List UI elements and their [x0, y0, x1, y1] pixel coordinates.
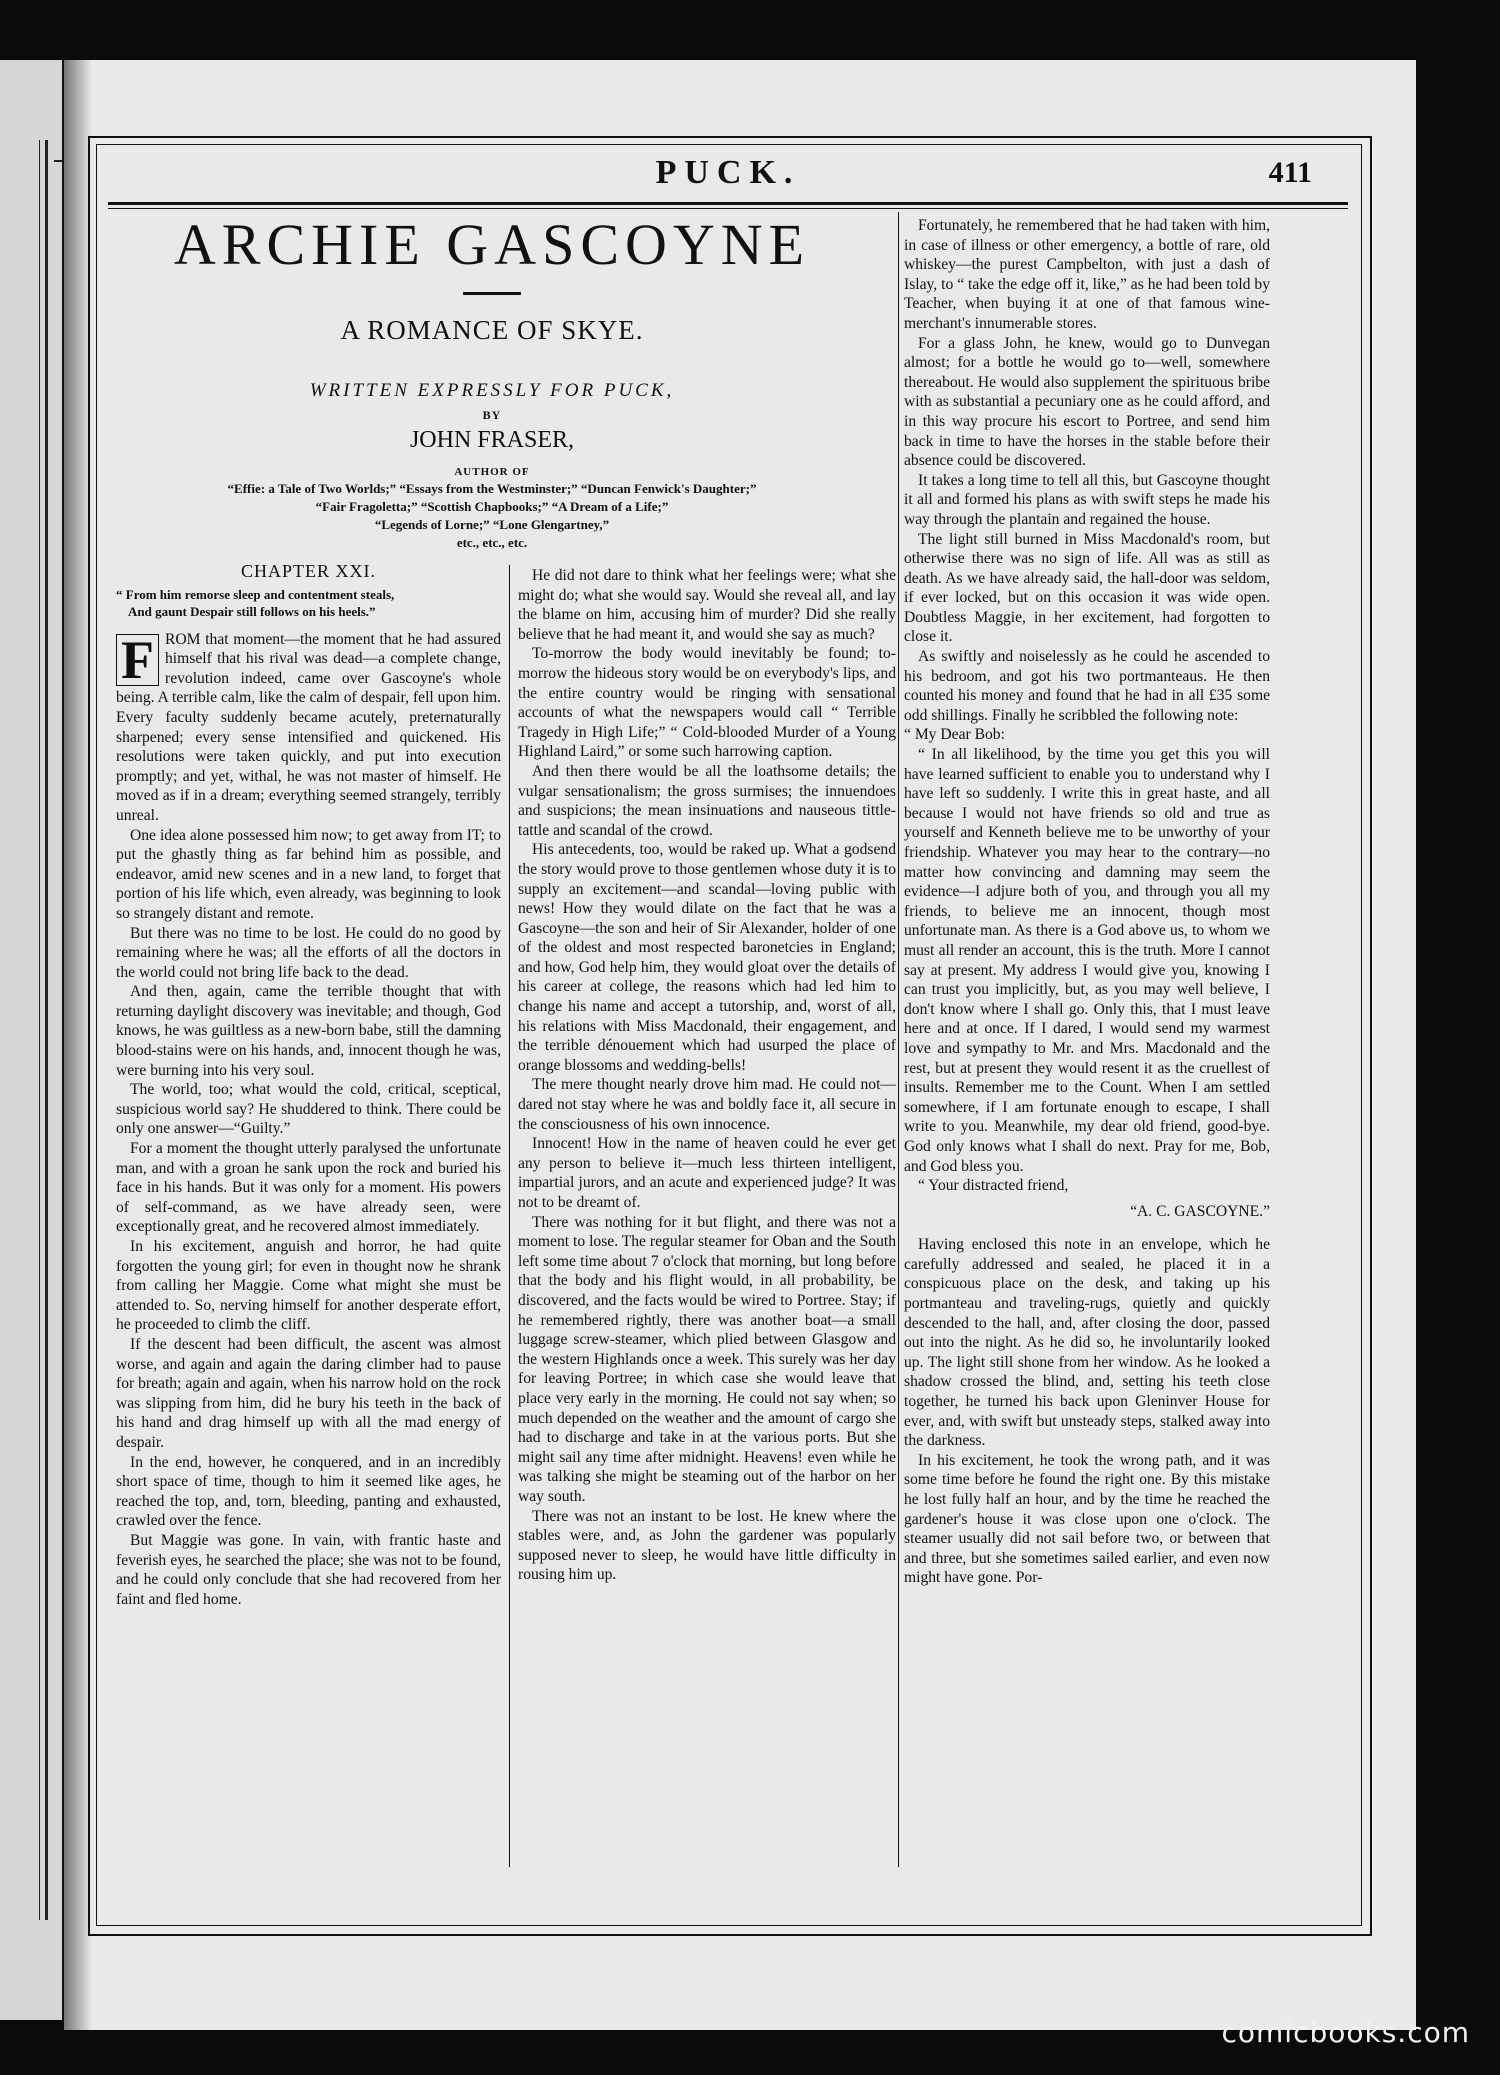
- letter-signature: “A. C. GASCOYNE.”: [1130, 1202, 1270, 1220]
- page-number: 411: [1268, 156, 1312, 189]
- drop-cap: F: [116, 634, 159, 686]
- paragraph: And then, again, came the terrible thought that with returning daylight discovery was inevitable; and though, God knows, he was guiltless as a new-born babe, still the damning blood-stains were on his hands, and, innocent though he was, were burning into his very soul.: [116, 983, 501, 1079]
- works-line: “Legends of Lorne;” “Lone Glengartney,”: [374, 517, 610, 532]
- epigraph-line: And gaunt Despair still follows on his heels.”: [128, 603, 376, 619]
- border-rule: [54, 160, 62, 162]
- paragraph: Having enclosed this note in an envelope, which he carefully addressed and sealed, he placed it in a conspicuous place on the desk, and taking up his portmanteau and traveling-rugs, quietly and quickly descended to the hall, and, after closing the door, passed out into the night. As he did so, he involuntarily looked up. The light still shone from her window. As he looked a shadow crossed the blind, and, setting his teeth close together, he turned his back upon Gleninver House for ever, and, with swift but unsteady steps, stalked away into the darkness.: [904, 1236, 1270, 1450]
- by-line: BY: [482, 408, 502, 422]
- paragraph: The light still burned in Miss Macdonald's room, but otherwise there was no sign of life. All was as still as death. As we have already said, the hall-door was seldom, if ever locked, but on this occasion it was wide open. Doubtless Maggie, in her excitement, had forgotten to close it.: [904, 530, 1270, 646]
- header-rule: [108, 208, 1348, 209]
- paragraph: It takes a long time to tell all this, but Gascoyne thought it all and formed his plans as with swift steps he made his way through the plantain and regained the house.: [904, 471, 1270, 528]
- title-rule: [463, 292, 521, 295]
- article-heading: [92, 212, 892, 552]
- paragraph: [116, 630, 501, 826]
- letter-closing: “ Your distracted friend,: [918, 1177, 1069, 1195]
- paragraph: His antecedents, too, would be raked up. What a godsend the story would prove to those gentlemen whose duty it is to supply an excitement—and scandal—loving public with news! How they would dilate on the fact that he was a Gascoyne—the son and heir of Sir Alexander, holder of one of the oldest and most respected baronetcies in England; and how, God help him, they would gloat over the details of his career at college, the reasons which had led him to change his name and accept a tutorship, and, worst of all, his relations with Miss Macdonald, their engagement, and the terrible dénouement which had usurped the place of orange blossoms and wedding-bells!: [518, 841, 896, 1074]
- paragraph: Innocent! How in the name of heaven could he ever get any person to believe it—much less thirteen intelligent, impartial jurors, and an acute and experienced judge? It was not to be dreamt of.: [518, 1135, 896, 1211]
- author-of-label: AUTHOR OF: [454, 466, 530, 478]
- paragraph: But there was no time to be lost. He could do no good by remaining where he was; all the efforts of all the doctors in the world could not bring life back to the dead.: [116, 924, 501, 981]
- works-list: [92, 480, 892, 552]
- paragraph: But Maggie was gone. In vain, with frantic haste and feverish eyes, he searched the place; she was not to be found, and he could only conclude that she had recovered from her faint and fled home.: [116, 1531, 501, 1608]
- paragraph: He did not dare to think what her feelings were; what she might do; what she would say. Would she reveal all, and lay the blame on him, accusing him of murder? Did she really believe that he had meant it, and would she say as much?: [518, 567, 896, 643]
- column-rule: [509, 565, 510, 1867]
- masthead: [104, 96, 1352, 200]
- paragraph: For a moment the thought utterly paralysed the unfortunate man, and with a groan he sank upon the rock and buried his face in his hands. But it was only for a moment. His powers of self-command, as we have already seen, were exceptionally great, and he recovered almost immediately.: [116, 1140, 501, 1236]
- watermark: comicbooks.com: [1221, 2016, 1470, 2049]
- epigraph-line: “ From him remorse sleep and contentment steals,: [116, 586, 395, 602]
- paragraph: And then there would be all the loathsome details; the vulgar sensationalism; the gross surmises; the innuendoes and suspicions; the mean insinuations and nauseous tittle-tattle and scandal of the crowd.: [518, 762, 896, 839]
- paragraph: In his excitement, anguish and horror, he had quite forgotten the young girl; for even in thought now he shrank from calling her Maggie. Come what might she must be attended to. So, nerving himself for another desperate effort, he proceeded to climb the cliff.: [116, 1238, 501, 1334]
- text-column-2: [518, 566, 896, 1585]
- previous-page-edge: [0, 60, 64, 2020]
- paragraph: One idea alone possessed him now; to get away from IT; to put the ghastly thing as far behind him as possible, and endeavor, amid new scenes and in a new land, to forget that portion of his life which, even already, was beginning to look so strangely distant and remote.: [116, 826, 501, 922]
- column-rule: [898, 212, 899, 1867]
- paragraph: As swiftly and noiselessly as he could he ascended to his bedroom, and got his two portmanteaus. He then counted his money and found that he had in all £35 some odd shillings. Finally he scribbled the following note:: [904, 648, 1270, 724]
- publication-name: PUCK.: [655, 154, 801, 191]
- epigraph: [116, 586, 501, 620]
- paragraph: To-morrow the body would inevitably be found; to-morrow the hideous story would be on everybody's lips, and the entire country would be ringing with sensational accounts of what the newspapers would call “ Terrible Tragedy in High Life;” “ Cold-blooded Murder of a Young Highland Laird,” or some such harrowing caption.: [518, 645, 896, 761]
- paragraph: In his excitement, he took the wrong path, and it was some time before he found the right one. By this mistake he lost fully half an hour, and by the time he reached the gardener's house it was close upon one o'clock. The steamer usually did not sail before two, or between that and three, but she sometimes sailed earlier, and even now might have gone. Por-: [904, 1451, 1270, 1587]
- paragraph-text: ROM that moment—the moment that he had assured himself that his rival was dead—a complete change, revolution indeed, came over Gascoyne's whole being. A terrible calm, like the calm of despair, fell upon him. Every faculty suddenly became acutely, preternaturally sharpened; every sense intensified and quickened. His resolutions were taken quickly, and put into execution promptly; and yet, withal, he was not master of himself. He moved as if in a dream; everything seemed strangely, terribly unreal.: [116, 630, 501, 824]
- paragraph: There was not an instant to be lost. He knew where the stables were, and, as John the gardener was popularly supposed never to sleep, he would have little difficulty in rousing him up.: [518, 1507, 896, 1584]
- paragraph: The world, too; what would the cold, critical, sceptical, suspicious world say? He shuddered to think. There could be only one answer—“Guilty.”: [116, 1081, 501, 1138]
- text-column-3: [904, 216, 1270, 1588]
- chapter-heading: CHAPTER XXI.: [240, 561, 376, 581]
- paragraph: In the end, however, he conquered, and in an incredibly short space of time, though to him it seemed like ages, he reached the top, and, torn, bleeding, panting and exhausted, crawled over the fence.: [116, 1453, 501, 1530]
- paragraph: If the descent had been difficult, the ascent was almost worse, and again and again the daring climber had to pause for breath; again and again, when his narrow hold on the rock was slipping from him, did he bury his teeth in the back of his hand and drag himself up with all the mad energy of despair.: [116, 1335, 501, 1451]
- border-rule: [45, 140, 48, 1920]
- paragraph: Fortunately, he remembered that he had taken with him, in case of illness or other emergency, a bottle of rare, old whiskey—the purest Campbelton, with just a dash of Islay, to “ take the edge off it, like,” as he had been told by Teacher, when buying it at one of that famous wine-merchant's innumerable stores.: [904, 217, 1270, 332]
- letter-body: “ In all likelihood, by the time you get this you will have learned sufficient to enable you to understand why I have left so suddenly. I write this in great haste, and all because I would not have friends so old and true as yourself and Kenneth believe me to be unworthy of your friendship. Whatever you may hear to the contrary—no matter how convincing and damning may seem the evidence—I adjure both of you, and through you all my friends, to believe me an innocent, though most unfortunate man. As there is a God above us, to whom we must all render an account, this is the truth. More I cannot say at present. My address I would give you, knowing I can trust you implicitly, but, as you may well believe, I don't know where I shall go. Only this, that I must leave here and at once. If I dared, I would send my warmest love and sympathy to Mr. and Mrs. Macdonald and the rest, but at present they would resent it as the cruellest of insults. Remember me to the Count. When I am settled somewhere, if I am fortunate enough to escape, I shall write to you. Meanwhile, my dear old friend, good-bye. God only knows what I shall do next. Pray for me, Bob, and God bless you.: [904, 746, 1270, 1175]
- works-line: “Fair Fragoletta;” “Scottish Chapbooks;” “A Dream of a Life;”: [315, 499, 669, 514]
- letter-salutation: “ My Dear Bob:: [904, 726, 1005, 744]
- works-line: etc., etc., etc.: [456, 535, 528, 550]
- paragraph: There was nothing for it but flight, and there was not a moment to lose. The regular steamer for Oban and the South left some time about 7 o'clock that morning, but long before that the body and his flight would, in all probability, be discovered, and the facts would be wired to Portree. Stay; if he remembered rightly, there was another boat—a small luggage screw-steamer, which plied between Glasgow and the western Highlands once a week. This surely was her day for leaving Portree; in which case she would leave that place very early in the morning. He could not say when; so much depended on the weather and the amount of cargo she had to discharge and take in at the various ports. But she might sail any time after midnight. Heavens! even while he was talking she might be steaming out of the harbor on her way south.: [518, 1213, 896, 1505]
- paragraph: The mere thought nearly drove him mad. He could not—dared not stay where he was and boldly face it, all secure in the consciousness of his own innocence.: [518, 1076, 896, 1133]
- paragraph: For a glass John, he knew, would go to Dunvegan almost; for a bottle he would go to—well, somewhere thereabout. He would also supplement the spirituous bribe with as substantial a pecuniary one as he could afford, and in this way procure his escort to Portree, and send him back in time to have the horses in the stable before their absence could be discovered.: [904, 334, 1270, 470]
- works-line: “Effie: a Tale of Two Worlds;” “Essays from the Westminster;” “Duncan Fenwick's Daughter;”: [227, 481, 757, 496]
- written-for-line: WRITTEN EXPRESSLY FOR PUCK,: [309, 380, 675, 401]
- author-name: JOHN FRASER,: [409, 427, 575, 453]
- header-rule: [108, 202, 1348, 205]
- article-subtitle: A ROMANCE OF SKYE.: [340, 315, 644, 345]
- text-column-1: [116, 562, 501, 1609]
- article-title: ARCHIE GASCOYNE: [173, 212, 811, 277]
- border-rule: [39, 140, 40, 1920]
